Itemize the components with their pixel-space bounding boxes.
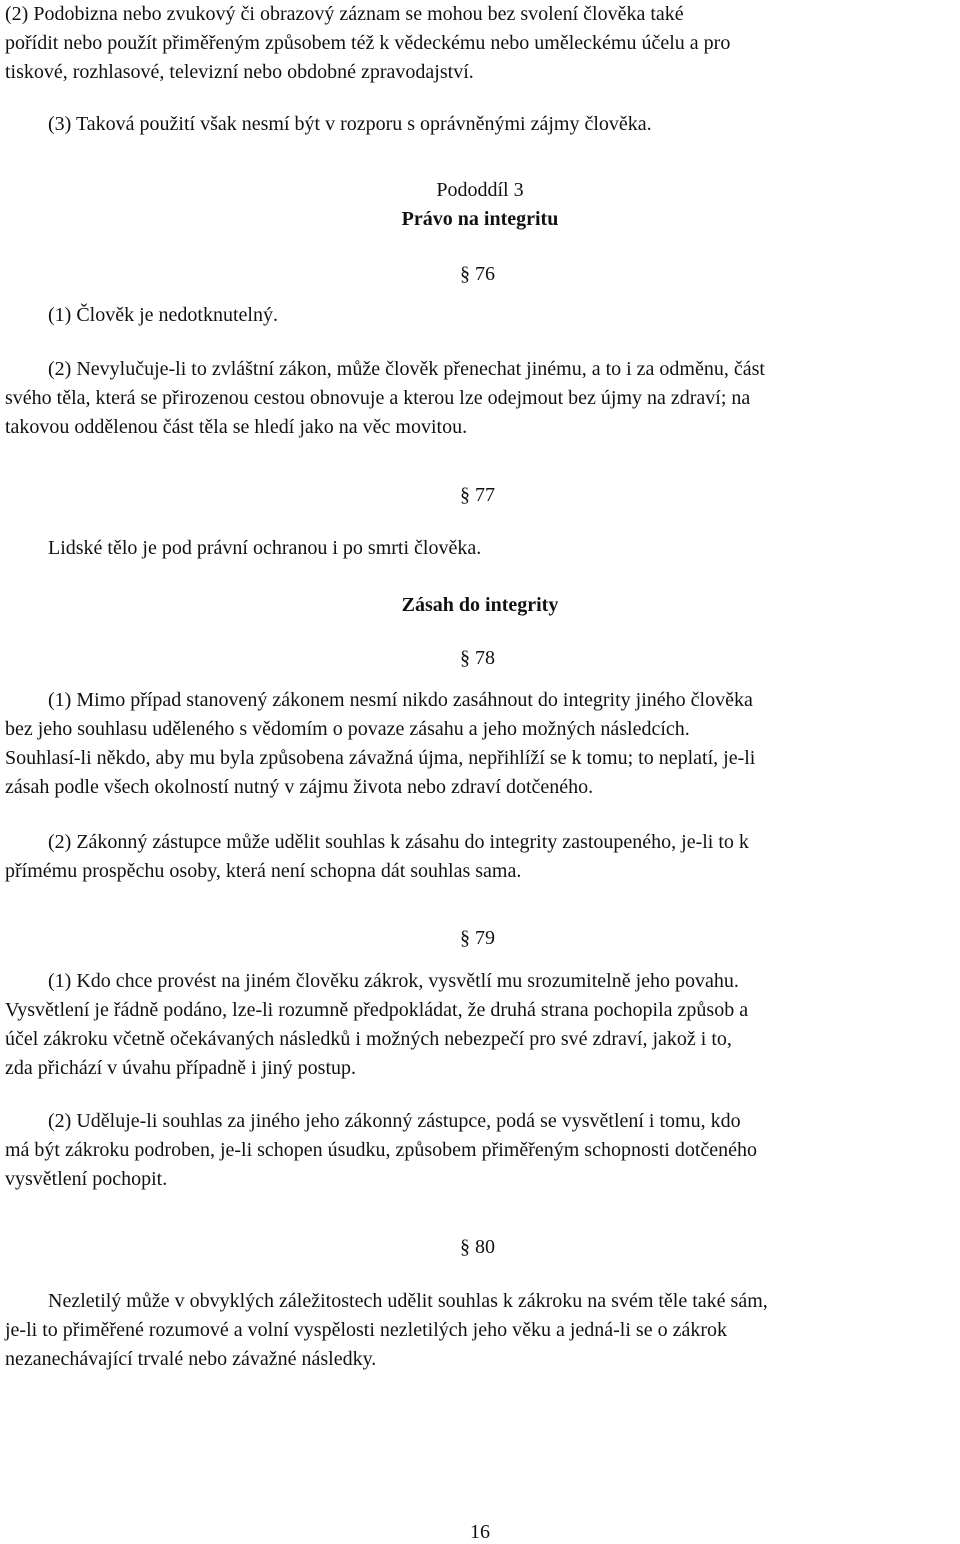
text-line: (2) Uděluje-li souhlas za jiného jeho zákonný zástupce, podá se vysvětlení i tomu, kdo bbox=[48, 1110, 741, 1132]
section-80-heading: § 80 bbox=[460, 1236, 495, 1258]
section-76-paragraph-2 bbox=[5, 355, 957, 442]
subsection-title: Právo na integritu bbox=[401, 208, 559, 230]
section-80-paragraph bbox=[5, 1287, 957, 1374]
text-line: nezanechávající trvalé nebo závažné následky. bbox=[5, 1348, 377, 1370]
text-line: vysvětlení pochopit. bbox=[5, 1168, 168, 1190]
section-78-paragraph-1 bbox=[5, 686, 957, 802]
intro-paragraph-2 bbox=[5, 0, 957, 87]
section-79-paragraph-2 bbox=[5, 1107, 957, 1194]
text-line: Souhlasí-li někdo, aby mu byla způsobena závažná újma, nepřihlíží se k tomu; to neplatí, je-li bbox=[5, 747, 756, 769]
subsection-number: Pododdíl 3 bbox=[436, 179, 524, 201]
text-line: (2) Nevylučuje-li to zvláštní zákon, může člověk přenechat jinému, a to i za odměnu, část bbox=[48, 358, 765, 380]
section-78-heading: § 78 bbox=[460, 647, 495, 669]
text-line: pořídit nebo použít přiměřeným způsobem též k vědeckému nebo uměleckému účelu a pro bbox=[5, 32, 731, 54]
page-number: 16 bbox=[470, 1521, 490, 1543]
text-line: (1) Mimo případ stanovený zákonem nesmí nikdo zasáhnout do integrity jiného člověka bbox=[48, 689, 753, 711]
section-79-paragraph-1 bbox=[5, 967, 957, 1083]
text-line: účel zákroku včetně očekávaných následků i možných nebezpečí pro své zdraví, jakož i to, bbox=[5, 1028, 732, 1050]
section-79-heading: § 79 bbox=[460, 927, 495, 949]
section-76-heading: § 76 bbox=[460, 263, 495, 285]
text-line: svého těla, která se přirozenou cestou obnovuje a kterou lze odejmout bez újmy na zdraví; na bbox=[5, 387, 751, 409]
text-line: (1) Kdo chce provést na jiném člověku zákrok, vysvětlí mu srozumitelně jeho povahu. bbox=[48, 970, 739, 992]
section-title: Zásah do integrity bbox=[401, 594, 559, 616]
text-line: zda přichází v úvahu případně i jiný postup. bbox=[5, 1057, 357, 1079]
text-line: Nezletilý může v obvyklých záležitostech udělit souhlas k zákroku na svém těle také sám, bbox=[48, 1290, 768, 1312]
text-line: má být zákroku podroben, je-li schopen úsudku, způsobem přiměřeným schopnosti dotčeného bbox=[5, 1139, 758, 1161]
section-77-heading: § 77 bbox=[460, 484, 495, 506]
text-line: Vysvětlení je řádně podáno, lze-li rozumně předpokládat, že druhá strana pochopila způsob a bbox=[5, 999, 749, 1021]
text-line: takovou oddělenou část těla se hledí jako na věc movitou. bbox=[5, 416, 468, 438]
text-line: (2) Zákonný zástupce může udělit souhlas k zásahu do integrity zastoupeného, je-li to k bbox=[48, 831, 749, 853]
text-line: tiskové, rozhlasové, televizní nebo obdobné zpravodajství. bbox=[5, 61, 474, 83]
text-line: bez jeho souhlasu uděleného s vědomím o povaze zásahu a jeho možných následcích. bbox=[5, 718, 690, 740]
section-76-paragraph-1: (1) Člověk je nedotknutelný. bbox=[48, 304, 278, 326]
text-line: (2) Podobizna nebo zvukový či obrazový záznam se mohou bez svolení člověka také bbox=[5, 3, 684, 25]
text-line: přímému prospěchu osoby, která není schopna dát souhlas sama. bbox=[5, 860, 522, 882]
section-78-paragraph-2 bbox=[5, 828, 957, 886]
intro-paragraph-3: (3) Taková použití však nesmí být v rozporu s oprávněnými zájmy člověka. bbox=[48, 113, 652, 135]
text-line: je-li to přiměřené rozumové a volní vyspělosti nezletilých jeho věku a jedná-li se o zákrok bbox=[5, 1319, 727, 1341]
text-line: zásah podle všech okolností nutný v zájmu života nebo zdraví dotčeného. bbox=[5, 776, 594, 798]
section-77-paragraph: Lidské tělo je pod právní ochranou i po smrti člověka. bbox=[48, 537, 482, 559]
